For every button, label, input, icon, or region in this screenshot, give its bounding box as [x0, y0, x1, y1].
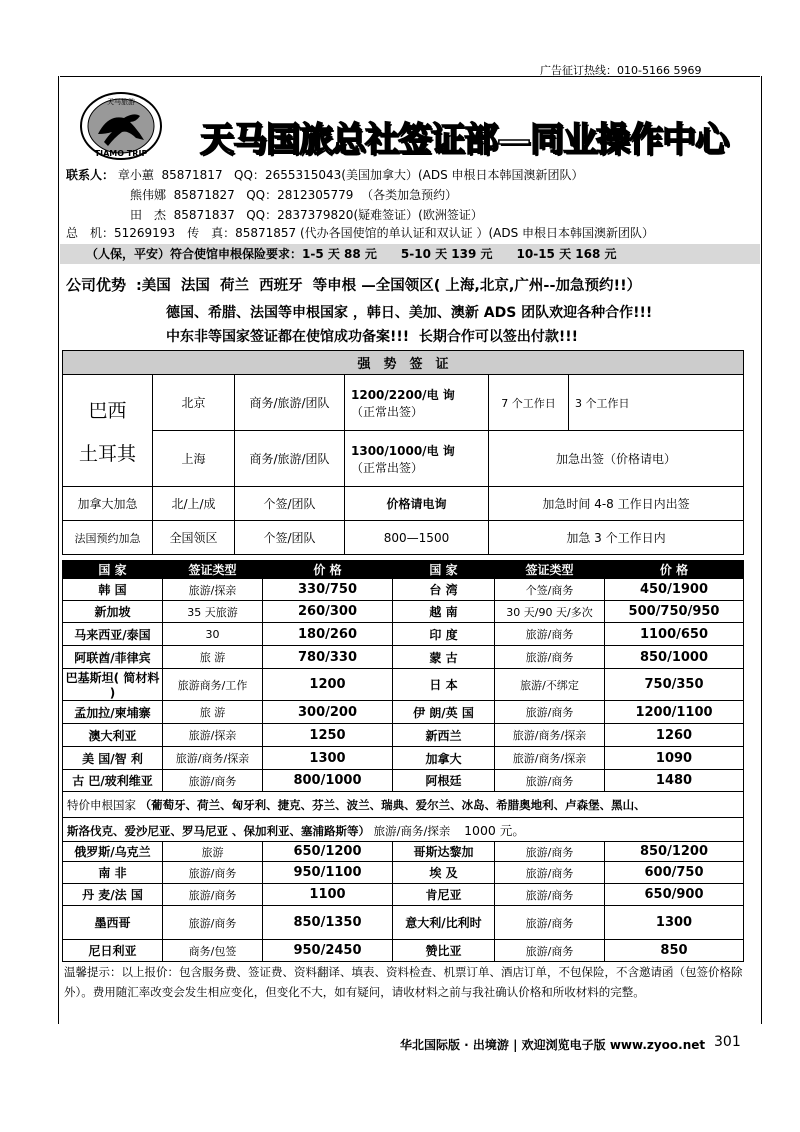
- advantages-line-1: :美国 法国 荷兰 西班牙 等申根 —全国领区( 上海,北京,广州--加急预约!!）: [136, 278, 642, 294]
- visa-type-cell: 旅 游: [163, 701, 263, 724]
- country-cell: 丹 麦/法 国: [63, 884, 163, 906]
- country-cell: 加拿大: [393, 747, 495, 770]
- schengen-row-2: [63, 818, 744, 842]
- table-row: [63, 646, 744, 669]
- contact-phone: 85871837: [173, 208, 235, 222]
- country-cell: 阿根廷: [393, 770, 495, 792]
- country-cell: 肯尼亚: [393, 884, 495, 906]
- price-cell: 450/1900: [605, 579, 744, 601]
- price-cell: 850/1200: [605, 842, 744, 862]
- schengen-label: 特价申根国家: [67, 797, 136, 812]
- country-cell: 印 度: [393, 623, 495, 646]
- france-name: 法国预约加急: [63, 521, 153, 555]
- price-cell: 1260: [605, 724, 744, 747]
- table-row: [63, 701, 744, 724]
- country-cell: 南 非: [63, 862, 163, 884]
- country-cell: 埃 及: [393, 862, 495, 884]
- country-cell: 尼日利亚: [63, 940, 163, 962]
- header-cell: 价 格: [605, 561, 744, 579]
- contact-label: 联系人：: [66, 168, 115, 182]
- price-cell: 950/2450: [263, 940, 393, 962]
- canada-price: 价格请电询: [345, 487, 489, 521]
- contact-qq: 2837379820: [277, 208, 354, 222]
- price-cell: 1100/650: [605, 623, 744, 646]
- logo-bottom-text: TIAMO TRIP: [94, 149, 148, 158]
- table-row: [63, 770, 744, 792]
- visa-type-cell: 旅游/商务/探亲: [495, 747, 605, 770]
- visa-type-cell: 30 天/90 天/多次: [495, 601, 605, 623]
- price-cell: [345, 375, 489, 431]
- visa-type-cell: 旅游/商务: [495, 701, 605, 724]
- visa-type-cell: 旅游/商务: [495, 940, 605, 962]
- price-cell: 850/1350: [263, 906, 393, 940]
- visa-type-cell: 旅游/商务: [163, 906, 263, 940]
- tiamo-logo: [78, 90, 164, 162]
- visa-type-cell: 30: [163, 623, 263, 646]
- price-cell: 1200: [263, 669, 393, 701]
- header-cell: 签证类型: [163, 561, 263, 579]
- table-row: [63, 842, 744, 862]
- price-table: [62, 560, 744, 962]
- strong-visa-table: [62, 350, 744, 555]
- header-cell: 国 家: [63, 561, 163, 579]
- visa-type-cell: 旅游商务/工作: [163, 669, 263, 701]
- page-number: 301: [714, 1034, 741, 1050]
- price-table-header: [63, 561, 744, 579]
- table-row: [63, 724, 744, 747]
- contact-note: （各类加急预约）: [361, 188, 458, 202]
- price-cell: 260/300: [263, 601, 393, 623]
- table-row: [63, 862, 744, 884]
- visa-type-cell: 旅游/商务: [495, 770, 605, 792]
- schengen-price: 1000 元。: [464, 822, 525, 838]
- visa-type-cell: 旅游/探亲: [163, 579, 263, 601]
- time-urgent: 3 个工作日: [569, 375, 744, 431]
- urgent-note: 加急出签（价格请电）: [489, 431, 744, 487]
- visa-type-cell: 旅游/商务: [163, 884, 263, 906]
- contact-phone: 85871817: [161, 168, 223, 182]
- price-cell: 1480: [605, 770, 744, 792]
- country-cell: 澳大利亚: [63, 724, 163, 747]
- visa-type-cell: 35 天旅游: [163, 601, 263, 623]
- header-cell: 国 家: [393, 561, 495, 579]
- table-row: [63, 884, 744, 906]
- city-cell: 上海: [153, 431, 235, 487]
- canada-name: 加拿大加急: [63, 487, 153, 521]
- contact-name: 熊伟娜: [130, 188, 167, 202]
- price-cell: 800/1000: [263, 770, 393, 792]
- strong-country-cell: [63, 375, 153, 487]
- insurance-bar: （人保，平安）符合使馆申根保险要求：1-5 天 88 元 5-10 天 139 元 10-15 天 168 元: [60, 244, 760, 264]
- price-sub: （正常出签）: [351, 404, 424, 419]
- country-cell: 美 国/智 利: [63, 747, 163, 770]
- contact-note: (美国加拿大）(ADS 申根日本韩国澳新团队）: [341, 168, 584, 182]
- table-row: [63, 940, 744, 962]
- table-row: [63, 579, 744, 601]
- visa-type-cell: 旅游/商务: [495, 623, 605, 646]
- country-cell: 蒙 古: [393, 646, 495, 669]
- canada-area: 北/上/成: [153, 487, 235, 521]
- price-text: 1300/1000/电 询: [351, 443, 455, 458]
- qq-label: QQ：: [246, 188, 278, 202]
- price-cell: 1300: [263, 747, 393, 770]
- price-cell: 750/350: [605, 669, 744, 701]
- schengen-countries-1: （葡萄牙、荷兰、匈牙利、捷克、芬兰、波兰、瑞典、爱尔兰、冰岛、希腊奥地利、卢森堡、黑山、: [139, 797, 646, 812]
- france-price: 800—1500: [345, 521, 489, 555]
- advantages-line-2: 德国、希腊、法国等申根国家 ，韩日、美加、澳新 ADS 团队欢迎各种合作!!!: [166, 305, 653, 321]
- country-cell: 孟加拉/柬埔寨: [63, 701, 163, 724]
- page-title: 天马国旅总社签证部—同业操作中心: [200, 120, 728, 160]
- price-cell: 780/330: [263, 646, 393, 669]
- price-cell: 1100: [263, 884, 393, 906]
- country-cell: 台 湾: [393, 579, 495, 601]
- office-line: 总 机：51269193 传 真：85871857 (代办各国使馆的单认证和双认证 ）(ADS 申根日本韩国澳新团队）: [66, 226, 655, 240]
- price-cell: 950/1100: [263, 862, 393, 884]
- canada-type: 个签/团队: [235, 487, 345, 521]
- visa-type-cell: 旅 游: [163, 646, 263, 669]
- country-cell: 新加坡: [63, 601, 163, 623]
- price-cell: 650/1200: [263, 842, 393, 862]
- table-row: [63, 601, 744, 623]
- country-cell: 赞比亚: [393, 940, 495, 962]
- table-row: [63, 669, 744, 701]
- price-cell: 1250: [263, 724, 393, 747]
- country-cell: 伊 朗/英 国: [393, 701, 495, 724]
- contact-name: 章小蕙: [117, 168, 154, 182]
- strong-visa-heading: 强 势 签 证: [63, 351, 744, 375]
- footer-text: 华北国际版 · 出境游 | 欢迎浏览电子版 www.zyoo.net: [400, 1038, 706, 1052]
- visa-type-cell: 商务/旅游/团队: [235, 375, 345, 431]
- price-sub: （正常出签）: [351, 460, 424, 475]
- country-cell: 墨西哥: [63, 906, 163, 940]
- visa-type-cell: 旅游/商务/探亲: [495, 724, 605, 747]
- price-text: 1200/2200/电 询: [351, 387, 455, 402]
- country-cell: 意大利/比利时: [393, 906, 495, 940]
- logo-top-text: 天马旅游: [107, 98, 135, 106]
- city-cell: 北京: [153, 375, 235, 431]
- price-cell: 500/750/950: [605, 601, 744, 623]
- price-cell: 600/750: [605, 862, 744, 884]
- country-turkey: 土耳其: [78, 442, 136, 465]
- visa-type-cell: 旅游/商务: [495, 646, 605, 669]
- country-cell: 马来西亚/泰国: [63, 623, 163, 646]
- price-cell: 650/900: [605, 884, 744, 906]
- country-cell: 韩 国: [63, 579, 163, 601]
- france-time: 加急 3 个工作日内: [489, 521, 744, 555]
- visa-type-cell: 商务/包签: [163, 940, 263, 962]
- qq-label: QQ：: [246, 208, 278, 222]
- price-cell: 850: [605, 940, 744, 962]
- time-normal: 7 个工作日: [489, 375, 569, 431]
- visa-type-cell: 旅游/商务: [163, 770, 263, 792]
- advantages-label: 公司优势: [66, 276, 127, 294]
- contact-row-2: [130, 186, 457, 204]
- header-cell: 签证类型: [495, 561, 605, 579]
- country-cell: 古 巴/玻利维亚: [63, 770, 163, 792]
- table-row: [63, 623, 744, 646]
- price-cell: 850/1000: [605, 646, 744, 669]
- country-cell: 阿联酋/菲律宾: [63, 646, 163, 669]
- country-cell: 俄罗斯/乌克兰: [63, 842, 163, 862]
- contact-qq: 2655315043: [264, 168, 342, 182]
- country-cell: 新西兰: [393, 724, 495, 747]
- schengen-type: 旅游/商务/探亲: [373, 823, 451, 838]
- price-cell: 180/260: [263, 623, 393, 646]
- price-cell: 1090: [605, 747, 744, 770]
- visa-type-cell: 旅游/商务: [495, 906, 605, 940]
- advantages-line-3: 中东非等国家签证都在使馆成功备案!!! 长期合作可以签出付款!!!: [166, 329, 579, 345]
- visa-type-cell: 个签/商务: [495, 579, 605, 601]
- country-cell: 越 南: [393, 601, 495, 623]
- price-cell: 300/200: [263, 701, 393, 724]
- ad-hotline: 广告征订热线：010-5166 5969: [540, 64, 702, 77]
- contact-qq: 2812305779: [277, 188, 354, 202]
- visa-type-cell: 旅游/商务: [163, 862, 263, 884]
- price-cell: 1300: [605, 906, 744, 940]
- contact-row-1: [66, 166, 584, 184]
- table-row: [63, 906, 744, 940]
- price-cell: 330/750: [263, 579, 393, 601]
- visa-type-cell: 旅游/探亲: [163, 724, 263, 747]
- visa-type-cell: 商务/旅游/团队: [235, 431, 345, 487]
- country-cell: 日 本: [393, 669, 495, 701]
- country-brazil: 巴西: [88, 399, 127, 422]
- visa-type-cell: 旅游/商务: [495, 842, 605, 862]
- canada-time: 加急时间 4-8 工作日内出签: [489, 487, 744, 521]
- schengen-row-1: [63, 792, 744, 818]
- visa-type-cell: 旅游/商务: [495, 884, 605, 906]
- price-cell: [345, 431, 489, 487]
- header-cell: 价 格: [263, 561, 393, 579]
- visa-type-cell: 旅游/不绑定: [495, 669, 605, 701]
- schengen-countries-2: 斯洛伐克、爱沙尼亚、罗马尼亚 、保加利亚、塞浦路斯等）: [67, 823, 371, 838]
- visa-type-cell: 旅游/商务/探亲: [163, 747, 263, 770]
- table-row: [63, 747, 744, 770]
- warm-tip: 温馨提示：以上报价：包含服务费、签证费、资料翻译、填表、资料检查、机票订单、酒店订单，不包保险，不含邀请函（包签价格除外）。费用随汇率改变会发生相应变化，但变化不大，如有疑问，请收材料之前与我社确认价格和所收材料的完整。: [64, 965, 743, 999]
- country-cell: 巴基斯坦( 简材料 ): [63, 669, 163, 701]
- france-type: 个签/团队: [235, 521, 345, 555]
- price-cell: 1200/1100: [605, 701, 744, 724]
- qq-label: QQ：: [234, 168, 265, 182]
- visa-type-cell: 旅游/商务: [495, 862, 605, 884]
- visa-type-cell: 旅游: [163, 842, 263, 862]
- contact-phone: 85871827: [173, 188, 235, 202]
- country-cell: 哥斯达黎加: [393, 842, 495, 862]
- contact-note: (疑难签证）(欧洲签证）: [353, 208, 483, 222]
- france-area: 全国领区: [153, 521, 235, 555]
- contact-row-3: [130, 206, 483, 224]
- contact-name: 田 杰: [130, 208, 167, 222]
